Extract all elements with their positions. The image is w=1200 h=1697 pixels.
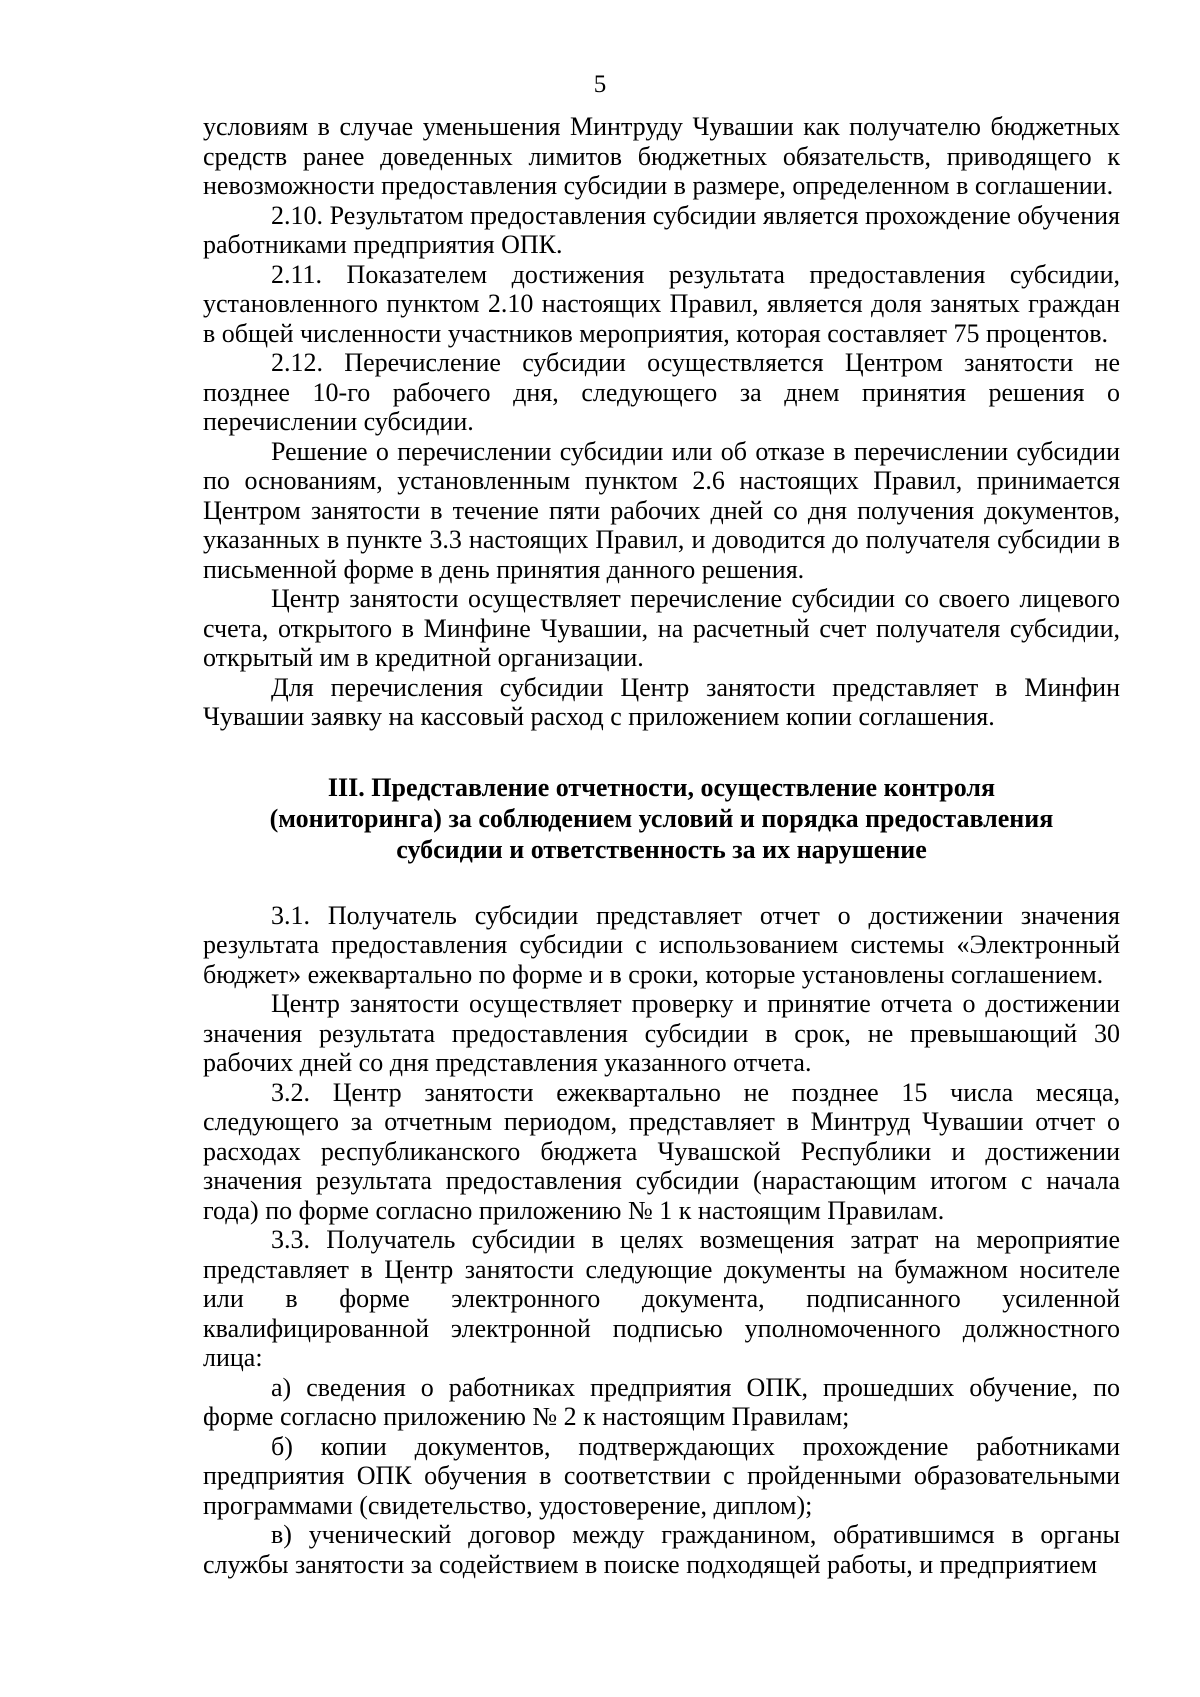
paragraph-2-11: 2.11. Показателем достижения результата предоставления субсидии, установленного пунктом 2.10 настоящих Правил, является доля занятых граждан в общей численности участников мероприятия, которая составляет 75 процентов.	[203, 259, 1120, 348]
paragraph-check: Центр занятости осуществляет проверку и принятие отчета о достижении значения результата предоставления субсидии в срок, не превышающий 30 рабочих дней со дня представления указанного отчета.	[203, 989, 1120, 1077]
list-item-b: б) копии документов, подтверждающих прохождение работниками предприятия ОПК обучения в соответствии с пройденными образовательными программами (свидетельство, удостоверение, диплом);	[203, 1431, 1120, 1520]
page-number: 5	[593, 71, 607, 98]
section-heading-line: III. Представление отчетности, осуществление контроля	[327, 772, 996, 802]
paragraph-3-1: 3.1. Получатель субсидии представляет отчет о достижении значения результата предоставления субсидии с использованием системы «Электронный бюджет» ежеквартально по форме и в сроки, которые установлены соглашением.	[203, 900, 1120, 989]
paragraph-3-2: 3.2. Центр занятости ежеквартально не позднее 15 числа месяца, следующего за отчетным периодом, представляет в Минтруд Чувашии отчет о расходах республиканского бюджета Чувашской Республики и достижении значения результата предоставления субсидии (нарастающим итогом с начала года) по форме согласно приложению № 1 к настоящим Правилам.	[203, 1077, 1120, 1225]
paragraph-continuation: условиям в случае уменьшения Минтруду Чувашии как получателю бюджетных средств ранее доведенных лимитов бюджетных обязательств, приводящего к невозможности предоставления субсидии в размере, определенном в соглашении.	[203, 112, 1120, 200]
paragraph-request: Для перечисления субсидии Центр занятости представляет в Минфин Чувашии заявку на кассовый расход с приложением копии соглашения.	[203, 672, 1120, 731]
list-item-a: а) сведения о работниках предприятия ОПК, прошедших обучение, по форме согласно приложению № 2 к настоящим Правилам;	[203, 1372, 1120, 1431]
paragraph-2-12: 2.12. Перечисление субсидии осуществляется Центром занятости не позднее 10-го рабочего дня, следующего за днем принятия решения о перечислении субсидии.	[203, 348, 1120, 436]
paragraph-2-10: 2.10. Результатом предоставления субсидии является прохождение обучения работниками предприятия ОПК.	[203, 200, 1120, 259]
paragraph-3-3: 3.3. Получатель субсидии в целях возмещения затрат на мероприятие представляет в Центр занятости следующие документы на бумажном носителе или в форме электронного документа, подписанного усиленной квалифицированной электронной подписью уполномоченного должностного лица:	[203, 1225, 1120, 1372]
section-heading-line: (мониторинга) за соблюдением условий и порядка предоставления	[269, 803, 1054, 833]
section-heading	[203, 772, 1120, 865]
section-heading-line: субсидии и ответственность за их нарушение	[396, 834, 927, 864]
paragraph-transfer: Центр занятости осуществляет перечисление субсидии со своего лицевого счета, открытого в Минфине Чувашии, на расчетный счет получателя субсидии, открытый им в кредитной организации.	[203, 584, 1120, 672]
document-body	[203, 112, 1120, 1579]
list-item-v: в) ученический договор между гражданином, обратившимся в органы службы занятости за содействием в поиске подходящей работы, и предприятием	[203, 1520, 1120, 1579]
paragraph-decision: Решение о перечислении субсидии или об отказе в перечислении субсидии по основаниям, установленным пунктом 2.6 настоящих Правил, принимается Центром занятости в течение пяти рабочих дней со дня получения документов, указанных в пункте 3.3 настоящих Правил, и доводится до получателя субсидии в письменной форме в день принятия данного решения.	[203, 436, 1120, 584]
